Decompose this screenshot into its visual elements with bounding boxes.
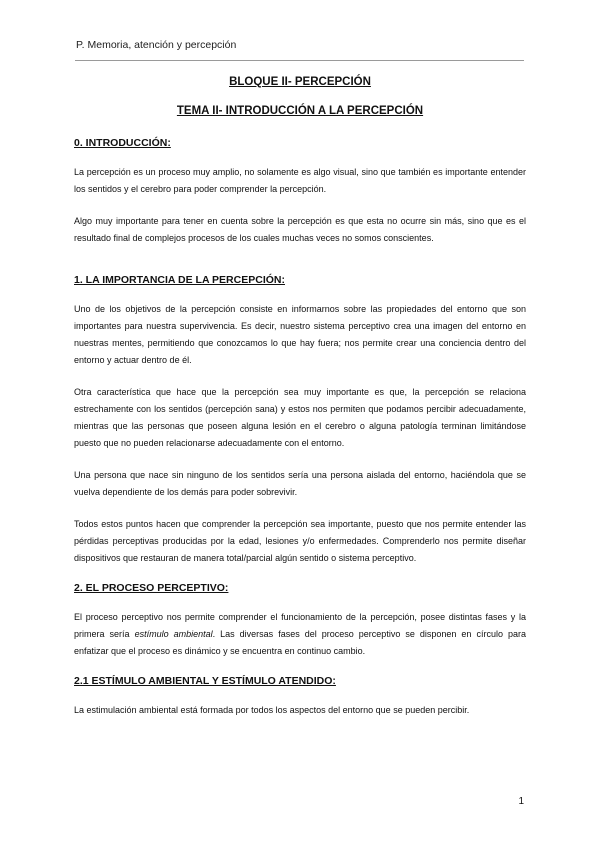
page-number: 1 (518, 796, 524, 807)
running-header: P. Memoria, atención y percepción (76, 39, 237, 51)
paragraph: La estimulación ambiental está formada por todos los aspectos del entorno que se pueden percibir. (74, 705, 470, 715)
block-title: BLOQUE II- PERCEPCIÓN (229, 76, 371, 88)
topic-title: TEMA II- INTRODUCCIÓN A LA PERCEPCIÓN (176, 105, 424, 117)
paragraph (74, 609, 526, 660)
paragraph: Otra característica que hace que la percepción sea muy importante es que, la percepción se relaciona estrechamente con los sentidos (percepción sana) y estos nos permiten que podamos percibir adecuadamente, mientras que las personas que poseen alguna lesión en el cerebro o alguna patología terminan limitándose puesto que no pueden relacionarse adecuadamente con el entorno. (74, 387, 526, 448)
section-heading-stimulus: 2.1 ESTÍMULO AMBIENTAL Y ESTÍMULO ATENDIDO: (74, 675, 336, 687)
paragraph-text: . Las diversas fases del proceso perceptivo se disponen en círculo para enfatizar que el proceso es dinámico y se encuentra en continuo cambio. (74, 629, 526, 656)
paragraph: Algo muy importante para tener en cuenta sobre la percepción es que esta no ocurre sin más, sino que es el resultado final de complejos procesos de los cuales muchas veces no somos conscientes. (74, 216, 526, 243)
header-divider (75, 60, 524, 61)
paragraph: La percepción es un proceso muy amplio, no solamente es algo visual, sino que también es importante entender los sentidos y el cerebro para poder comprender la percepción. (74, 167, 526, 194)
paragraph: Una persona que nace sin ninguno de los sentidos sería una persona aislada del entorno, haciéndola que se vuelva dependiente de los demás para poder sobrevivir. (74, 470, 526, 497)
page-content (74, 76, 526, 734)
paragraph-text: El proceso perceptivo nos permite comprender el funcionamiento de la percepción, posee distintas fases y la primera sería (74, 612, 526, 639)
section-heading-importance: 1. LA IMPORTANCIA DE LA PERCEPCIÓN: (74, 274, 285, 286)
section-heading-intro: 0. INTRODUCCIÓN: (74, 137, 171, 149)
emphasis-term: estímulo ambiental (134, 629, 213, 639)
paragraph: Uno de los objetivos de la percepción consiste en informarnos sobre las propiedades del entorno que son importantes para nuestra supervivencia. Es decir, nuestro sistema perceptivo crea una imagen del entorno en nuestras mentes, permitiendo que conozcamos lo que hay fuera; nos permite crear una conciencia dentro del entorno y actuar dentro de él. (74, 304, 526, 365)
section-heading-process: 2. EL PROCESO PERCEPTIVO: (74, 582, 229, 594)
paragraph: Todos estos puntos hacen que comprender la percepción sea importante, puesto que nos permite entender las pérdidas perceptivas producidas por la edad, lesiones y/o enfermedades. Comprenderlo nos permite diseñar dispositivos que restauran de manera total/parcial algún sentido o sistema perceptivo. (74, 519, 526, 563)
spacer (74, 262, 526, 274)
